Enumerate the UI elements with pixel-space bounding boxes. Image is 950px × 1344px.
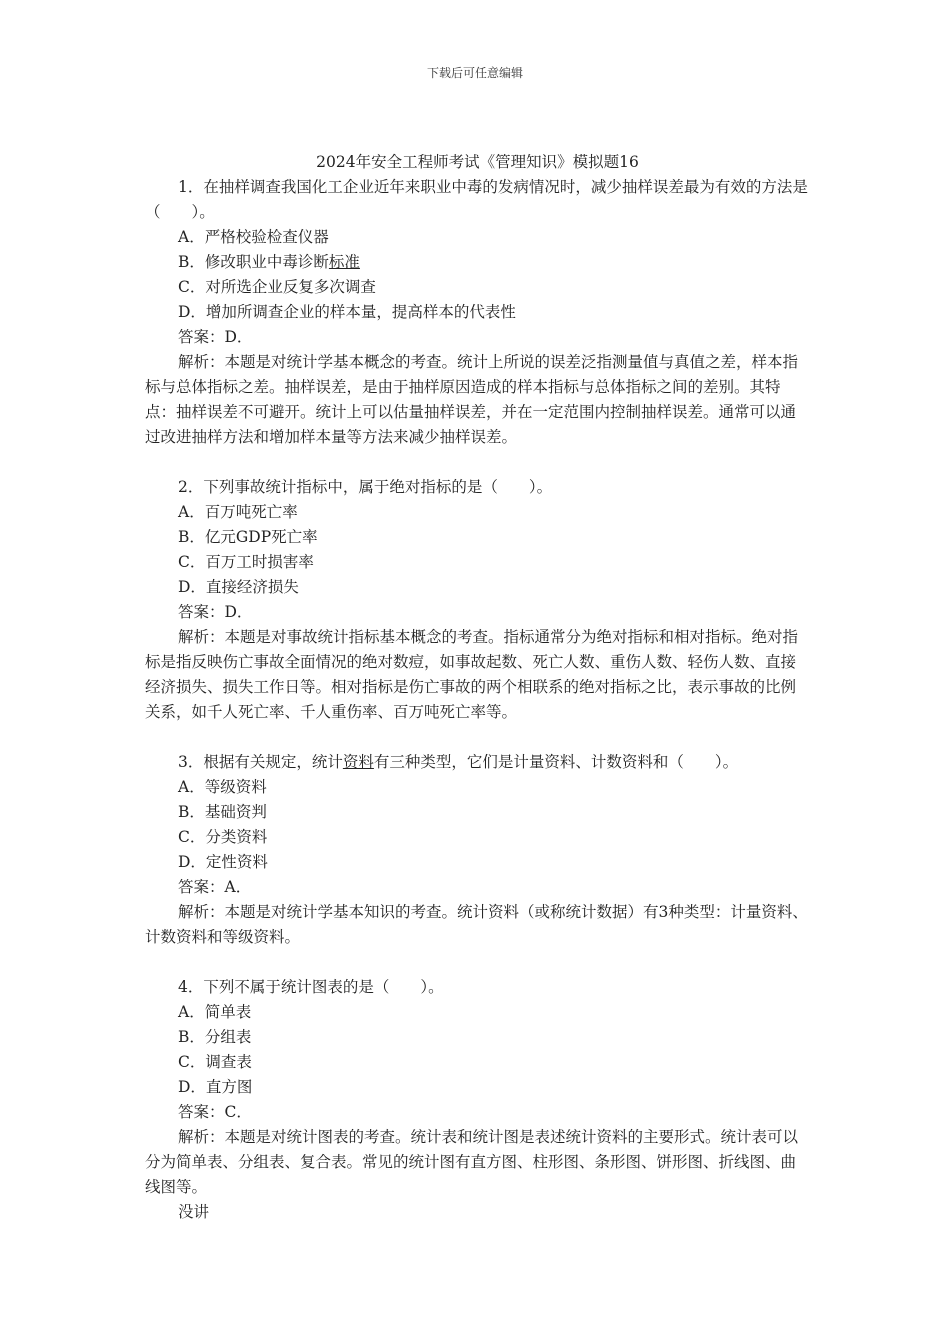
stem-text-post: 有三种类型，它们是计量资料、计数资料和（ ）。: [373, 753, 739, 771]
option-b: B．分组表: [178, 1028, 252, 1046]
question-3: [145, 750, 810, 950]
option-c: C．调查表: [178, 1053, 252, 1071]
analysis: 解析：本题是对事故统计指标基本概念的考查。指标通常分为绝对指标和相对指标。绝对指标是指反映伤亡事故全面情况的绝对数痘，如事故起数、死亡人数、重伤人数、轻伤人数、直接经济损失、损失工作日等。相对指标是伤亡事故的两个相联系的绝对指标之比，表示事故的比例关系，如千人死亡率、千人重伤率、百万吨死亡率等。: [145, 628, 799, 721]
option-d: D．定性资料: [178, 853, 268, 871]
stem-text-pre: 3．根据有关规定，统计: [178, 753, 343, 771]
option-c: C．分类资料: [178, 828, 268, 846]
option-a: A．严格校验检查仪器: [178, 228, 329, 246]
analysis: 解析：本题是对统计学基本知识的考查。统计资料（或称统计数据）有3种类型：计量资料、计数资料和等级资料。: [145, 903, 808, 946]
question-4: [145, 975, 810, 1200]
answer: 答案：A．: [178, 878, 252, 896]
question-stem: 4．下列不属于统计图表的是（ ）。: [178, 978, 444, 996]
option-b: B．基础资判: [178, 803, 267, 821]
option-a: A．简单表: [178, 1003, 252, 1021]
document-title: 2024年安全工程师考试《管理知识》模拟题16: [316, 153, 639, 171]
page-header: 下载后可任意编辑: [426, 66, 523, 80]
option-b: B．亿元GDP死亡率: [178, 528, 318, 546]
question-stem: [145, 750, 810, 775]
option-d: D．直方图: [178, 1078, 253, 1096]
answer: 答案：D．: [178, 328, 253, 346]
option-d: D．直接经济损失: [178, 578, 299, 596]
document-body: [145, 150, 810, 1225]
underlined-term: 资料: [342, 753, 374, 771]
underlined-term: 标准: [328, 253, 360, 271]
option-c: C．对所选企业反复多次调查: [178, 278, 376, 296]
option-d: D．增加所调查企业的样本量，提高样本的代表性: [178, 303, 516, 321]
footer-note: 没讲: [178, 1203, 210, 1221]
option-b: [178, 250, 810, 275]
question-1: [145, 175, 810, 450]
analysis: 解析：本题是对统计图表的考查。统计表和统计图是表述统计资料的主要形式。统计表可以分为简单表、分组表、复合表。常见的统计图有直方图、柱形图、条形图、饼形图、折线图、曲线图等。: [145, 1128, 799, 1196]
option-c: C．百万工时损害率: [178, 553, 314, 571]
analysis: 解析：本题是对统计学基本概念的考查。统计上所说的误差泛指测量值与真值之差，样本指标与总体指标之差。抽样误差，是由于抽样原因造成的样本指标与总体指标之间的差别。其特点：抽样误差不可避开。统计上可以估量抽样误差，并在一定范围内控制抽样误差。通常可以通过改进抽样方法和增加样本量等方法来减少抽样误差。: [145, 353, 799, 446]
question-stem: 2．下列事故统计指标中，属于绝对指标的是（ ）。: [178, 478, 553, 496]
question-2: [145, 475, 810, 725]
question-stem: 1．在抽样调查我国化工企业近年来职业中毒的发病情况时，减少抽样误差最为有效的方法是（ ）。: [145, 178, 808, 221]
option-a: A．等级资料: [178, 778, 267, 796]
answer: 答案：C．: [178, 1103, 252, 1121]
option-b-text: B．修改职业中毒诊断: [178, 253, 329, 271]
option-a: A．百万吨死亡率: [178, 503, 298, 521]
answer: 答案：D．: [178, 603, 253, 621]
